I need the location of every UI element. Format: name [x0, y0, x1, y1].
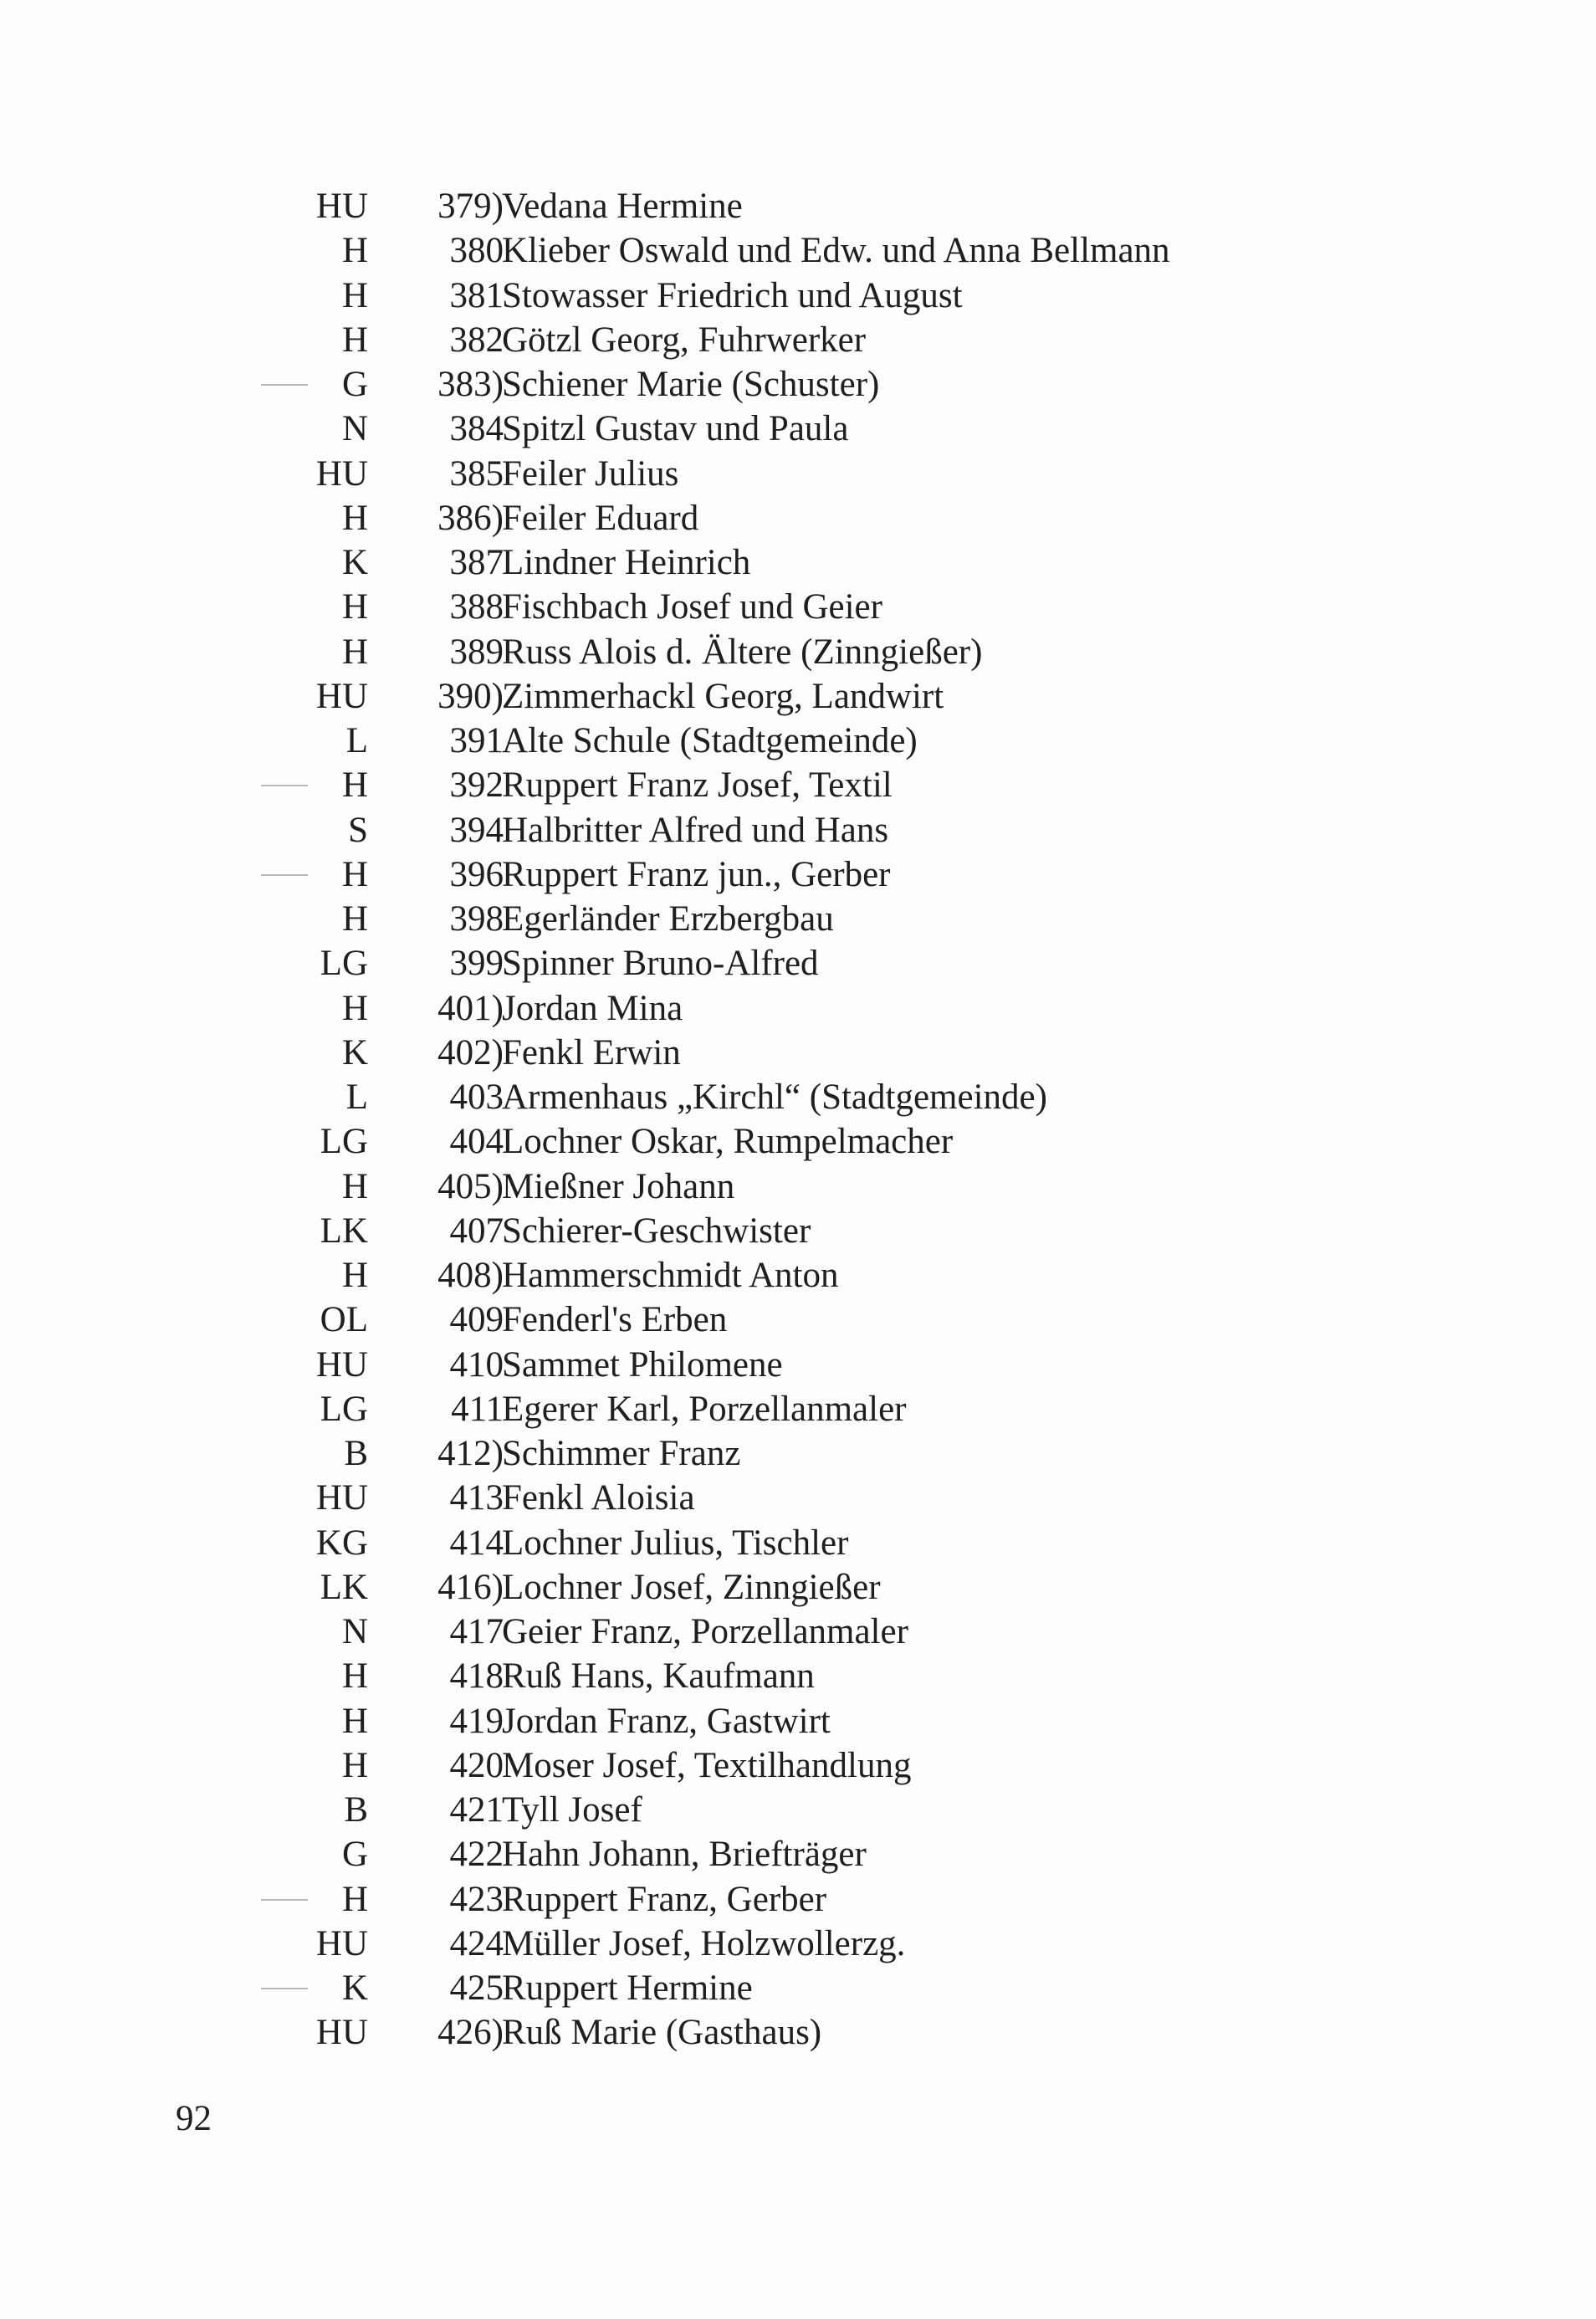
list-item: [251, 630, 1556, 674]
list-item: [251, 1788, 1556, 1832]
entry-number: 412): [437, 1434, 504, 1473]
entry-number: 382: [449, 320, 504, 360]
list-item: [251, 1832, 1556, 1876]
entry-name: Ruß Marie (Gasthaus): [502, 2013, 822, 2053]
entry-name: Müller Josef, Holzwollerzg.: [502, 1923, 906, 1963]
entry-number: 399: [449, 944, 504, 984]
entry-name: Schimmer Franz: [502, 1434, 741, 1473]
entry-number: 380: [449, 231, 504, 271]
entry-number: 403: [449, 1078, 504, 1117]
entry-list: [251, 184, 1556, 2055]
entry-number: 426): [437, 2013, 504, 2053]
entry-number: 407: [449, 1211, 504, 1251]
entry-code: H: [341, 1745, 368, 1785]
entry-code: H: [341, 1701, 368, 1741]
entry-name: Fenkl Erwin: [502, 1032, 681, 1072]
list-item: [251, 1654, 1556, 1698]
entry-code: HU: [315, 1478, 368, 1518]
entry-number: 392: [449, 765, 504, 806]
entry-code: H: [341, 275, 368, 315]
list-item: [251, 1431, 1556, 1476]
entry-code: S: [348, 810, 368, 850]
entry-number: 424: [449, 1923, 504, 1963]
entry-code: H: [341, 899, 368, 939]
list-item: [251, 674, 1556, 719]
entry-name: Lindner Heinrich: [502, 543, 751, 582]
list-item: [251, 1877, 1556, 1922]
entry-number: 421: [449, 1790, 504, 1830]
entry-code: N: [341, 409, 368, 449]
entry-name: Klieber Oswald und Edw. und Anna Bellmann: [502, 231, 1170, 271]
entry-name: Halbritter Alfred und Hans: [502, 810, 889, 850]
entry-number: 396: [449, 854, 504, 894]
entry-name: Jordan Franz, Gastwirt: [502, 1701, 831, 1741]
entry-name: Jordan Mina: [502, 988, 683, 1028]
entry-number: 384: [449, 409, 504, 449]
entry-code: B: [344, 1790, 368, 1830]
entry-code: HU: [315, 453, 368, 494]
entry-code: LG: [320, 1389, 368, 1429]
entry-code: LG: [320, 1122, 368, 1162]
entry-name: Feiler Eduard: [502, 498, 699, 538]
list-item: [251, 1165, 1556, 1209]
list-item: [251, 1031, 1556, 1075]
entry-number: 418: [449, 1656, 504, 1697]
entry-name: Ruppert Franz Josef, Textil: [502, 765, 893, 806]
entry-name: Moser Josef, Textilhandlung: [502, 1745, 912, 1785]
entry-name: Zimmerhackl Georg, Landwirt: [502, 676, 944, 716]
entry-number: 405): [437, 1166, 504, 1206]
entry-number: 387: [449, 543, 504, 582]
entry-number: 391: [449, 721, 504, 760]
entry-code: K: [341, 543, 368, 582]
entry-number: 388: [449, 587, 504, 627]
list-item: [251, 184, 1556, 228]
list-item: [251, 1075, 1556, 1119]
entry-number: 404: [449, 1122, 504, 1162]
entry-code: H: [341, 1166, 368, 1206]
list-item: [251, 540, 1556, 585]
entry-code: H: [341, 498, 368, 538]
list-item: [251, 852, 1556, 897]
entry-number: 389: [449, 632, 504, 672]
entry-number: 419: [449, 1701, 504, 1741]
list-item: [251, 1119, 1556, 1164]
entry-name: Hammerschmidt Anton: [502, 1256, 839, 1295]
entry-name: Stowasser Friedrich und August: [502, 275, 963, 315]
entry-code: L: [345, 1078, 368, 1117]
entry-number: 423: [449, 1879, 504, 1919]
entry-name: Lochner Oskar, Rumpelmacher: [502, 1122, 954, 1162]
list-item: [251, 362, 1556, 407]
entry-name: Ruß Hans, Kaufmann: [502, 1656, 815, 1697]
entry-code: OL: [320, 1300, 368, 1340]
entry-code: H: [341, 765, 368, 806]
entry-name: Spinner Bruno-Alfred: [502, 944, 819, 984]
list-item: [251, 941, 1556, 985]
entry-number: 425: [449, 1968, 504, 2008]
list-item: [251, 407, 1556, 451]
entry-name: Hahn Johann, Briefträger: [502, 1835, 867, 1875]
entry-number: 394: [449, 810, 504, 850]
entry-code: LK: [320, 1567, 368, 1607]
list-item: [251, 496, 1556, 540]
list-item: [251, 763, 1556, 807]
entry-code: H: [341, 632, 368, 672]
entry-code: G: [341, 365, 368, 404]
entry-number: 416): [437, 1567, 504, 1607]
entry-number: 401): [437, 988, 504, 1028]
entry-name: Egerer Karl, Porzellanmaler: [502, 1389, 907, 1429]
entry-name: Armenhaus „Kirchl“ (Stadtgemeinde): [502, 1078, 1047, 1117]
entry-name: Tyll Josef: [502, 1790, 642, 1830]
entry-number: 414: [449, 1523, 504, 1563]
entry-code: HU: [315, 1923, 368, 1963]
list-item: [251, 1521, 1556, 1565]
entry-number: 410: [449, 1344, 504, 1385]
entry-code: H: [341, 231, 368, 271]
entry-name: Ruppert Franz jun., Gerber: [502, 854, 891, 894]
entry-number: 408): [437, 1256, 504, 1295]
list-item: [251, 1743, 1556, 1788]
list-item: [251, 1922, 1556, 1966]
list-item: [251, 1253, 1556, 1298]
list-item: [251, 1699, 1556, 1743]
entry-number: 411: [451, 1389, 504, 1429]
entry-code: H: [341, 1656, 368, 1697]
entry-name: Egerländer Erzbergbau: [502, 899, 834, 939]
list-item: [251, 1298, 1556, 1342]
entry-number: 422: [449, 1835, 504, 1875]
entry-name: Götzl Georg, Fuhrwerker: [502, 320, 867, 360]
list-item: [251, 274, 1556, 318]
entry-code: H: [341, 320, 368, 360]
entry-code: B: [344, 1434, 368, 1473]
entry-code: KG: [315, 1523, 368, 1563]
entry-code: G: [341, 1835, 368, 1875]
entry-name: Alte Schule (Stadtgemeinde): [502, 721, 918, 760]
entry-code: HU: [315, 1344, 368, 1385]
entry-number: 386): [437, 498, 504, 538]
entry-code: K: [341, 1032, 368, 1072]
entry-number: 381: [449, 275, 504, 315]
entry-name: Spitzl Gustav und Paula: [502, 409, 849, 449]
list-item: [251, 452, 1556, 496]
entry-name: Ruppert Franz, Gerber: [502, 1879, 827, 1919]
entry-code: L: [345, 721, 368, 760]
list-item: [251, 719, 1556, 763]
list-item: [251, 1966, 1556, 2010]
entry-code: H: [341, 587, 368, 627]
entry-number: 420: [449, 1745, 504, 1785]
entry-name: Ruppert Hermine: [502, 1968, 753, 2008]
list-item: [251, 1343, 1556, 1387]
list-item: [251, 585, 1556, 629]
entry-name: Fenkl Aloisia: [502, 1478, 695, 1518]
entry-code: HU: [315, 676, 368, 716]
entry-code: N: [341, 1612, 368, 1651]
entry-number: 409: [449, 1300, 504, 1340]
list-item: [251, 1209, 1556, 1253]
entry-number: 417: [449, 1612, 504, 1651]
list-item: [251, 808, 1556, 852]
entry-code: HU: [315, 187, 368, 226]
list-item: [251, 318, 1556, 362]
list-item: [251, 1476, 1556, 1520]
entry-code: LG: [320, 944, 368, 984]
entry-number: 383): [437, 365, 504, 404]
list-item: [251, 986, 1556, 1031]
list-item: [251, 1387, 1556, 1431]
entry-number: 413: [449, 1478, 504, 1518]
entry-name: Lochner Julius, Tischler: [502, 1523, 849, 1563]
list-item: [251, 1610, 1556, 1654]
entry-code: H: [341, 1879, 368, 1919]
entry-number: 398: [449, 899, 504, 939]
entry-name: Russ Alois d. Ältere (Zinngießer): [502, 632, 983, 672]
entry-name: Mießner Johann: [502, 1166, 735, 1206]
list-item: [251, 1565, 1556, 1610]
entry-code: LK: [320, 1211, 368, 1251]
entry-code: H: [341, 988, 368, 1028]
list-item: [251, 897, 1556, 941]
entry-name: Feiler Julius: [502, 453, 679, 494]
entry-name: Fischbach Josef und Geier: [502, 587, 882, 627]
page-number: 92: [176, 2099, 212, 2138]
list-item: [251, 2010, 1556, 2055]
entry-code: K: [341, 1968, 368, 2008]
entry-name: Lochner Josef, Zinngießer: [502, 1567, 881, 1607]
entry-name: Sammet Philomene: [502, 1344, 783, 1385]
entry-code: H: [341, 854, 368, 894]
entry-name: Schiener Marie (Schuster): [502, 365, 880, 404]
entry-number: 385: [449, 453, 504, 494]
entry-name: Fenderl's Erben: [502, 1300, 728, 1340]
list-item: [251, 228, 1556, 273]
entry-name: Geier Franz, Porzellanmaler: [502, 1612, 908, 1651]
entry-number: 402): [437, 1032, 504, 1072]
entry-name: Schierer-Geschwister: [502, 1211, 811, 1251]
entry-code: H: [341, 1256, 368, 1295]
entry-number: 379): [437, 187, 504, 226]
entry-name: Vedana Hermine: [502, 187, 743, 226]
entry-code: HU: [315, 2013, 368, 2053]
entry-number: 390): [437, 676, 504, 716]
